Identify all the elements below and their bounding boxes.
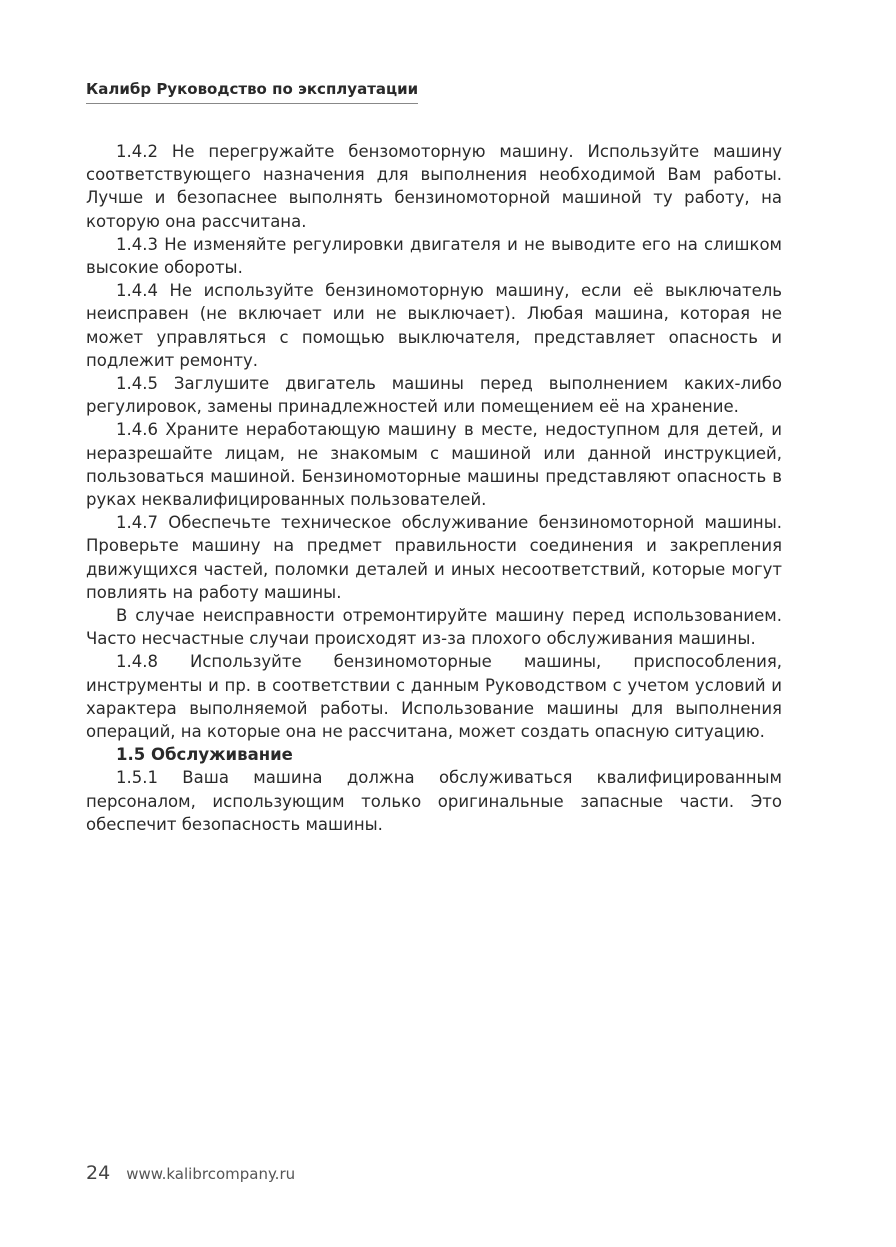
paragraph-repair-note: В случае неисправности отремонтируйте машину перед использованием. Часто несчастные случаи происходят из-за плохого обслуживания машины. — [86, 606, 782, 649]
section-heading: 1.5 Обслуживание — [116, 745, 293, 765]
paragraph-1-4-3: 1.4.3 Не изменяйте регулировки двигателя и не выводите его на слишком высокие обороты. — [86, 234, 782, 278]
page-footer — [86, 1162, 295, 1184]
paragraph-1-4-7: 1.4.7 Обеспечьте техническое обслуживание бензиномоторной машины. Проверьте машину на предмет правильности соединения и закрепления движущихся частей, поломки деталей и иных несоответствий, которые могут повлиять на работу машины. — [86, 513, 782, 602]
running-header: Калибр Руководство по эксплуатации — [86, 80, 418, 104]
paragraph-1-4-5: 1.4.5 Заглушите двигатель машины перед выполнением каких-либо регулировок, замены принадлежностей или помещением её на хранение. — [86, 374, 782, 417]
paragraph-1-4-6: 1.4.6 Храните неработающую машину в месте, недоступном для детей, и неразрешайте лицам, не знакомым с машиной или данной инструкцией, пользоваться машиной. Бензиномоторные машины представляют опасность в руках неквалифицированных пользователей. — [86, 420, 782, 510]
paragraph-1-4-8: 1.4.8 Используйте бензиномоторные машины, приспособления, инструменты и пр. в соответствии с данным Руководством с учетом условий и характера выполняемой работы. Использование машины для выполнения операций, на которые она не рассчитана, может создать опасную ситуацию. — [86, 652, 782, 742]
paragraph-1-4-2: 1.4.2 Не перегружайте бензомоторную машину. Используйте машину соответствующего назначения для выполнения необходимой Вам работы. Лучше и безопаснее выполнять бензиномоторной машиной ту работу, на которую она рассчитана. — [86, 142, 782, 231]
paragraph-1-4-4: 1.4.4 Не используйте бензиномоторную машину, если её выключатель неисправен (не включает или не выключает). Любая машина, которая не может управляться с помощью выключателя, представляет опасность и подлежит ремонту. — [86, 281, 782, 370]
paragraph-1-5-1: 1.5.1 Ваша машина должна обслуживаться квалифицированным персоналом, использующим только оригинальные запасные части. Это обеспечит безопасность машины. — [86, 768, 782, 834]
website-url: www.kalibrcompany.ru — [126, 1165, 296, 1183]
page-number: 24 — [86, 1162, 111, 1184]
page-body — [86, 140, 782, 836]
